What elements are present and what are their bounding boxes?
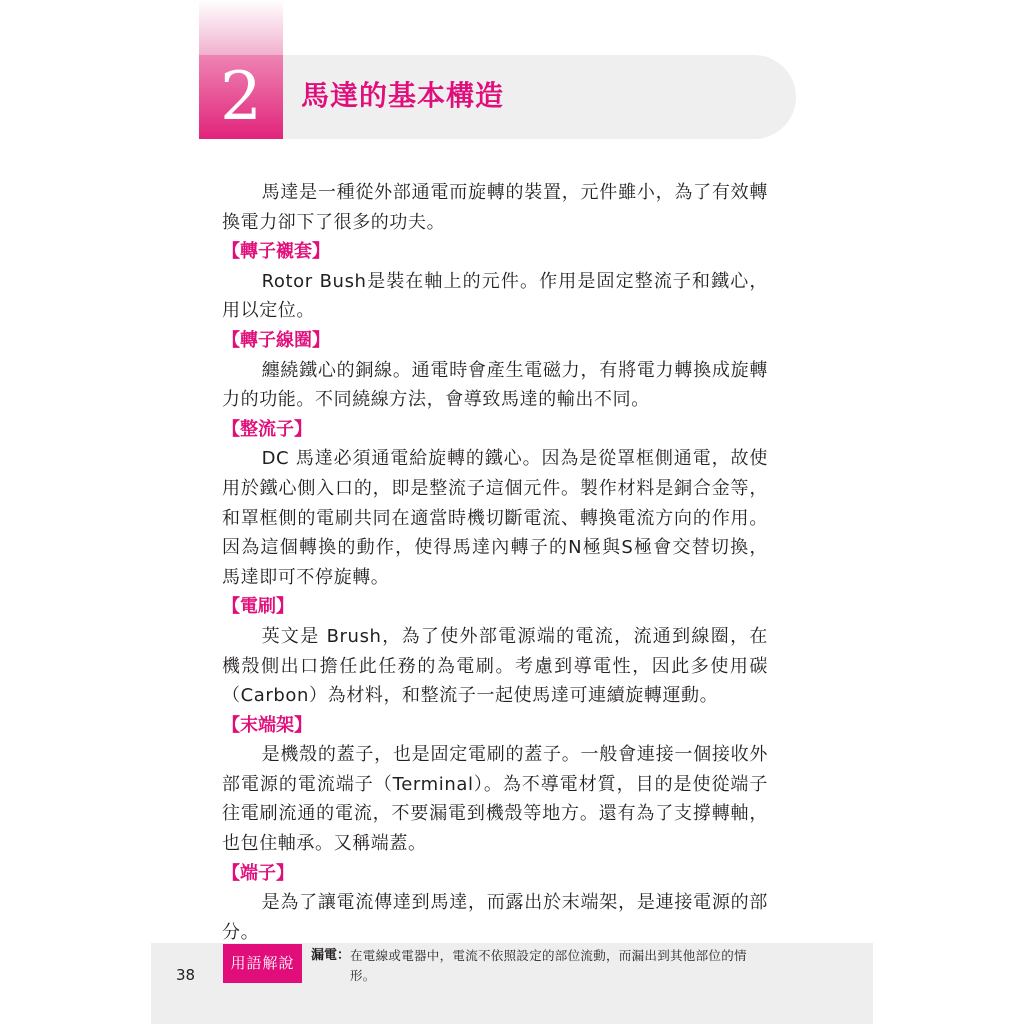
section-text-terminal: 是為了讓電流傳達到馬達，而露出於末端架，是連接電源的部分。 [222,892,768,943]
section-heading-brush: 【電刷】 [222,596,294,618]
section-heading-commutator: 【整流子】 [222,418,312,440]
glossary-label: 用語解說 [223,944,302,983]
page-body [222,178,768,947]
section-text-rotor-bush: Rotor Bush是裝在軸上的元件。作用是固定整流子和鐵心，用以定位。 [222,270,768,322]
page-number: 38 [176,966,196,984]
intro-paragraph: 馬達是一種從外部通電而旋轉的裝置，元件雖小，為了有效轉換電力卻下了很多的功夫。 [222,182,768,233]
section-heading-rotor-bush: 【轉子襯套】 [222,241,330,263]
section-text-commutator: DC 馬達必須通電給旋轉的鐵心。因為是從罩框側通電，故使用於鐵心側入口的，即是整流子這個元件。製作材料是銅合金等，和罩框側的電刷共同在適當時機切斷電流、轉換電流方向的作用。因為這個轉換的動作，使得馬達內轉子的N極與S極會交替切換，馬達即可不停旋轉。 [222,448,768,588]
section-heading-terminal: 【端子】 [222,862,294,884]
chapter-number: 2 [199,55,283,139]
section-text-brush: 英文是 Brush，為了使外部電源端的電流，流通到線圈，在機殼側出口擔任此任務的為電刷。考慮到導電性，因此多使用碳（Carbon）為材料，和整流子一起使馬達可連續旋轉運動。 [222,625,768,707]
glossary-term: 漏電： [311,948,351,963]
chapter-title: 馬達的基本構造 [301,79,505,112]
header-decoration [199,0,283,60]
glossary-definition: 在電線或電器中，電流不依照設定的部位流動，而漏出到其他部位的情形。 [350,948,747,983]
section-text-end-bracket: 是機殼的蓋子，也是固定電刷的蓋子。一般會連接一個接收外部電源的電流端子（Terminal）。為不導電材質，目的是使從端子往電刷流通的電流，不要漏電到機殼等地方。還有為了支撐轉軸，也包住軸承。又稱端蓋。 [222,744,768,855]
section-text-rotor-coil: 纏繞鐵心的銅線。通電時會產生電磁力，有將電力轉換成旋轉力的功能。不同繞線方法，會導致馬達的輸出不同。 [222,359,768,411]
section-heading-end-bracket: 【末端架】 [222,714,312,736]
section-heading-rotor-coil: 【轉子線圈】 [222,329,330,351]
